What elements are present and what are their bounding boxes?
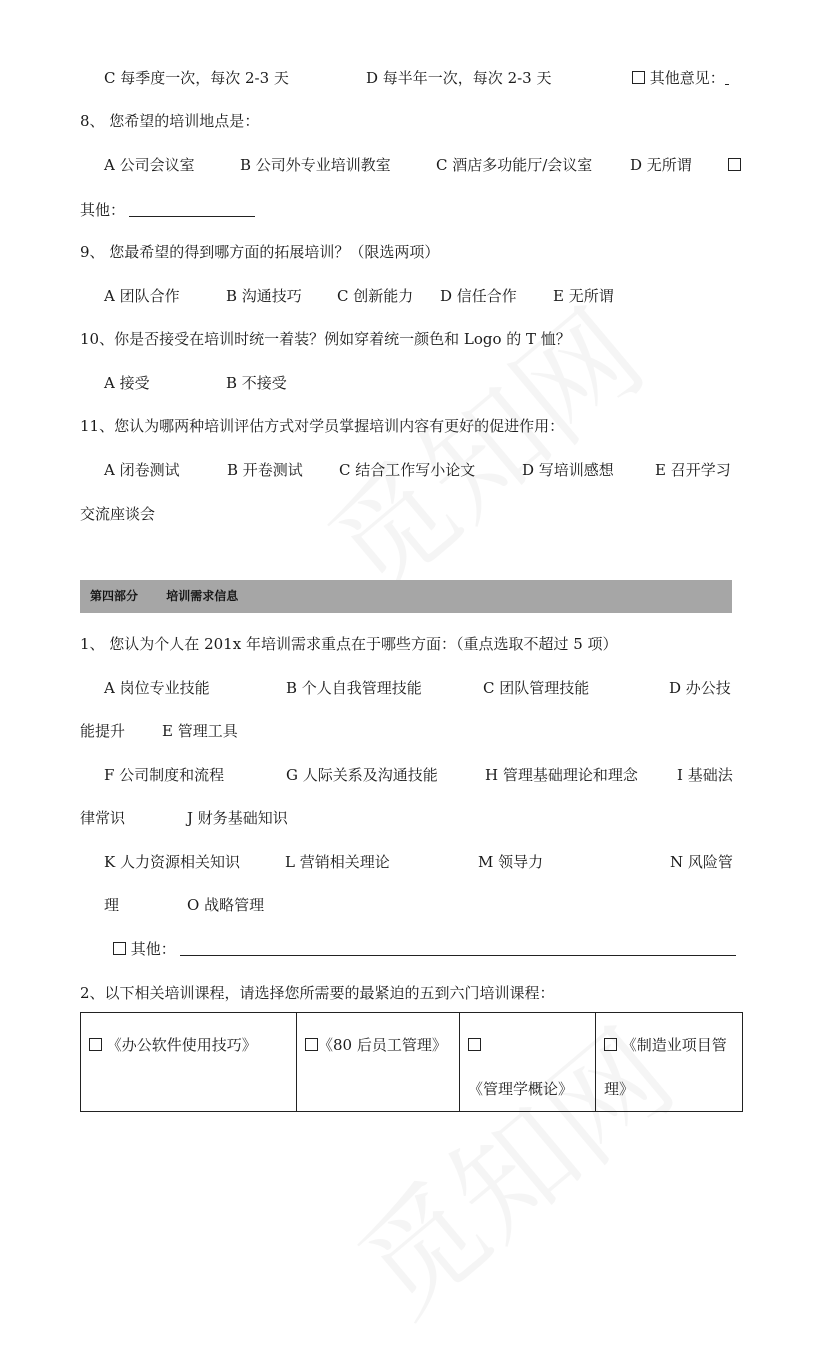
checkbox-icon[interactable] bbox=[632, 71, 645, 84]
s4q1-option-i[interactable]: I 基础法 bbox=[677, 766, 733, 784]
q9-title: 9、 您最希望的得到哪方面的拓展培训？（限选两项） bbox=[80, 243, 440, 261]
course-cell[interactable] bbox=[596, 1013, 743, 1112]
section-label: 第四部分 bbox=[90, 589, 139, 603]
checkbox-icon[interactable] bbox=[113, 942, 126, 955]
course-cell[interactable] bbox=[460, 1013, 596, 1112]
s4q1-option-d-wrap: 能提升 bbox=[80, 722, 126, 740]
course-label: 《制造业项目管理》 bbox=[604, 1036, 727, 1098]
q10-title: 10、你是否接受在培训时统一着装？例如穿着统一颜色和 Logo 的 T 恤？ bbox=[80, 330, 571, 348]
q11-option-e[interactable]: E 召开学习 bbox=[655, 461, 731, 479]
s4q1-option-g[interactable]: G 人际关系及沟通技能 bbox=[286, 766, 438, 784]
section-header bbox=[80, 580, 732, 613]
q7-option-other[interactable] bbox=[632, 68, 729, 88]
s4q1-option-j[interactable]: J 财务基础知识 bbox=[187, 809, 288, 827]
course-cell[interactable] bbox=[297, 1013, 460, 1112]
s4q1-option-n-wrap: 理 bbox=[104, 896, 120, 914]
s4q1-option-h[interactable]: H 管理基础理论和理念 bbox=[485, 766, 638, 784]
s4q1-option-l[interactable]: L 营销相关理论 bbox=[285, 853, 390, 871]
s4q1-other-blank[interactable] bbox=[180, 941, 736, 956]
q8-option-d[interactable]: D 无所谓 bbox=[630, 156, 692, 174]
q8-title: 8、 您希望的培训地点是： bbox=[80, 112, 260, 130]
q7-option-d[interactable]: D 每半年一次，每次 2-3 天 bbox=[366, 69, 552, 87]
s4q1-option-other[interactable] bbox=[113, 939, 736, 959]
q8-option-other[interactable] bbox=[80, 200, 255, 220]
q11-option-b[interactable]: B 开卷测试 bbox=[227, 461, 303, 479]
s4q1-option-f[interactable]: F 公司制度和流程 bbox=[104, 766, 225, 784]
q7-option-c[interactable]: C 每季度一次，每次 2-3 天 bbox=[104, 69, 289, 87]
s4q1-option-a[interactable]: A 岗位专业技能 bbox=[104, 679, 210, 697]
watermark bbox=[287, 264, 673, 627]
q8-option-c[interactable]: C 酒店多功能厅/会议室 bbox=[436, 156, 593, 174]
s4q1-option-c[interactable]: C 团队管理技能 bbox=[483, 679, 590, 697]
checkbox-icon[interactable] bbox=[305, 1038, 318, 1051]
q8-other-blank[interactable] bbox=[129, 202, 255, 217]
q11-option-e-wrap: 交流座谈会 bbox=[80, 505, 156, 523]
q9-option-d[interactable]: D 信任合作 bbox=[440, 287, 517, 305]
q10-option-b[interactable]: B 不接受 bbox=[226, 374, 287, 392]
s4q1-title: 1、 您认为个人在 201x 年培训需求重点在于哪些方面：（重点选取不超过 5 项） bbox=[80, 635, 618, 653]
course-label: 《80 后员工管理》 bbox=[318, 1036, 447, 1054]
checkbox-icon[interactable] bbox=[728, 158, 741, 171]
checkbox-icon[interactable] bbox=[604, 1038, 617, 1051]
course-label: 《管理学概论》 bbox=[468, 1080, 574, 1098]
s4q1-option-e[interactable]: E 管理工具 bbox=[162, 722, 238, 740]
course-table bbox=[80, 1012, 743, 1112]
q8-option-a[interactable]: A 公司会议室 bbox=[104, 156, 195, 174]
course-cell[interactable] bbox=[81, 1013, 297, 1112]
q9-option-e[interactable]: E 无所谓 bbox=[553, 287, 614, 305]
q9-option-b[interactable]: B 沟通技巧 bbox=[226, 287, 302, 305]
q11-option-d[interactable]: D 写培训感想 bbox=[522, 461, 614, 479]
q10-option-a[interactable]: A 接受 bbox=[104, 374, 150, 392]
q9-option-a[interactable]: A 团队合作 bbox=[104, 287, 180, 305]
course-label: 《办公软件使用技巧》 bbox=[106, 1036, 257, 1054]
q7-other-blank[interactable] bbox=[725, 70, 729, 85]
q9-option-c[interactable]: C 创新能力 bbox=[337, 287, 414, 305]
s4q1-option-i-wrap: 律常识 bbox=[80, 809, 126, 827]
s4q1-option-o[interactable]: O 战略管理 bbox=[187, 896, 265, 914]
checkbox-icon[interactable] bbox=[468, 1038, 481, 1051]
s4q1-other-label: 其他： bbox=[130, 940, 176, 958]
q11-title: 11、您认为哪两种培训评估方式对学员掌握培训内容有更好的促进作用： bbox=[80, 417, 565, 435]
checkbox-icon[interactable] bbox=[89, 1038, 102, 1051]
q7-other-label: 其他意见： bbox=[649, 69, 725, 87]
s4q2-title: 2、以下相关培训课程，请选择您所需要的最紧迫的五到六门培训课程： bbox=[80, 984, 555, 1002]
s4q1-option-m[interactable]: M 领导力 bbox=[478, 853, 544, 871]
section-title: 培训需求信息 bbox=[166, 589, 239, 603]
q8-option-b[interactable]: B 公司外专业培训教室 bbox=[240, 156, 391, 174]
table-row bbox=[81, 1013, 743, 1112]
q11-option-c[interactable]: C 结合工作写小论文 bbox=[339, 461, 476, 479]
q8-other-checkbox[interactable] bbox=[728, 155, 741, 175]
q11-option-a[interactable]: A 闭卷测试 bbox=[104, 461, 180, 479]
q8-other-label: 其他： bbox=[80, 201, 126, 219]
s4q1-option-b[interactable]: B 个人自我管理技能 bbox=[286, 679, 422, 697]
s4q1-option-n[interactable]: N 风险管 bbox=[670, 853, 733, 871]
s4q1-option-d[interactable]: D 办公技 bbox=[669, 679, 731, 697]
s4q1-option-k[interactable]: K 人力资源相关知识 bbox=[104, 853, 240, 871]
